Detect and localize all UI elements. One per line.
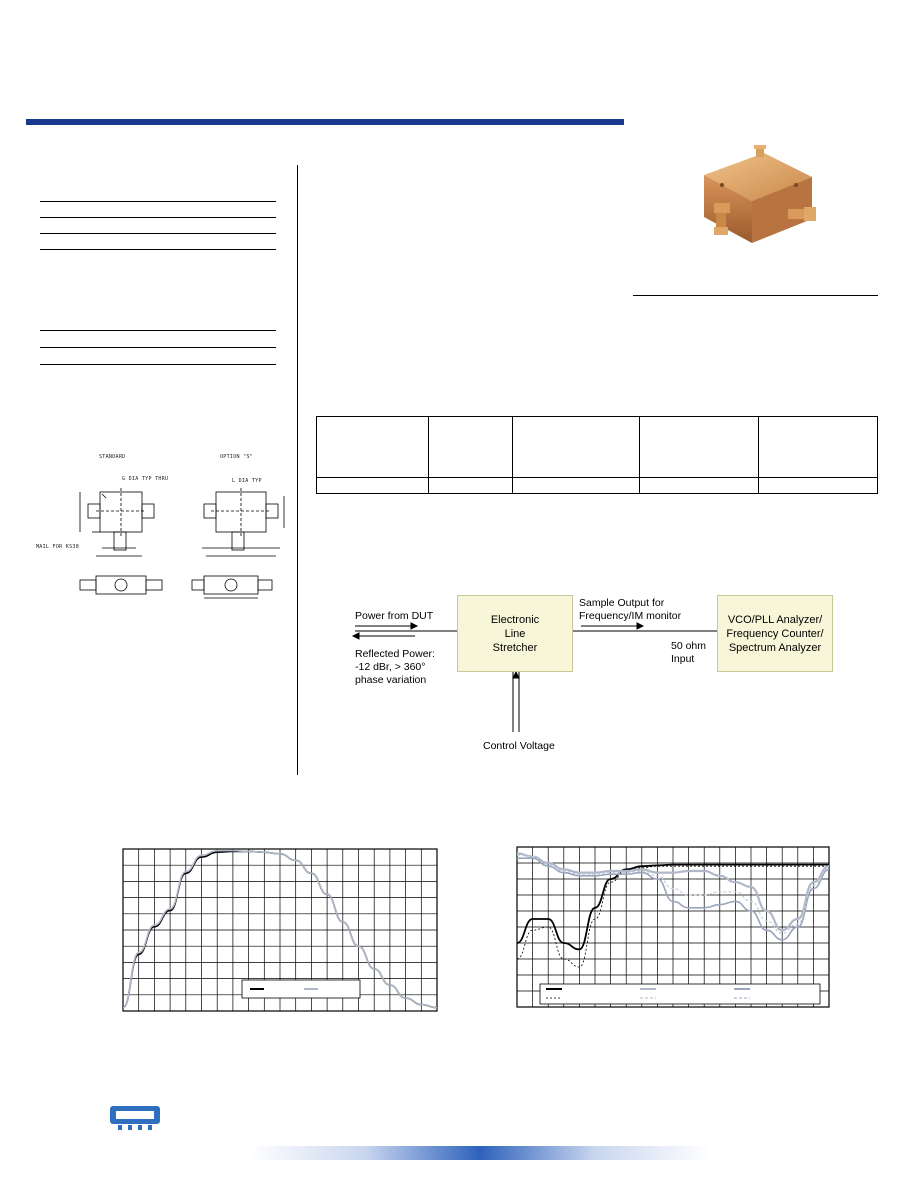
standard-hole-label: G DIA TYP THRU <box>122 476 169 482</box>
table-cell <box>759 417 878 478</box>
outline-drawings <box>36 448 296 618</box>
legend-box <box>540 984 820 1004</box>
power-from-label: Power from DUT <box>355 610 434 622</box>
reflected-power-label: Reflected Power: -12 dBr, > 360° phase variation <box>355 648 435 686</box>
analyzer-box: VCO/PLL Analyzer/ Frequency Counter/ Spectrum Analyzer <box>717 595 833 672</box>
table-cell <box>429 417 513 478</box>
photo-caption-rule <box>633 295 878 296</box>
spec-table <box>316 416 878 494</box>
mail-label: MAIL FOR KS38 <box>36 544 80 550</box>
table-cell <box>513 477 640 493</box>
table-cell <box>429 477 513 493</box>
footer-gradient-bar <box>250 1146 710 1160</box>
table-cell <box>640 477 759 493</box>
rf-module-icon <box>108 1104 162 1132</box>
table-cell <box>317 477 429 493</box>
header-accent-bar <box>26 119 624 125</box>
table-cell <box>317 417 429 478</box>
option-label: OPTION "S" <box>220 454 254 460</box>
block-diagram <box>345 590 835 760</box>
table-cell <box>759 477 878 493</box>
option-hole-label: L DIA TYP <box>232 478 262 484</box>
table-cell <box>640 417 759 478</box>
standard-label: STANDARD <box>99 454 126 460</box>
line-stretcher-box: Electronic Line Stretcher <box>457 595 573 672</box>
sample-output-label: Sample Output for Frequency/IM monitor <box>579 597 682 622</box>
chart-right <box>516 846 830 1008</box>
input-50-label: 50 ohm Input <box>671 640 707 665</box>
table-cell <box>513 417 640 478</box>
product-photo <box>692 145 822 255</box>
control-voltage-label: Control Voltage <box>483 740 555 752</box>
chart-left <box>122 848 438 1012</box>
column-divider <box>297 165 298 775</box>
